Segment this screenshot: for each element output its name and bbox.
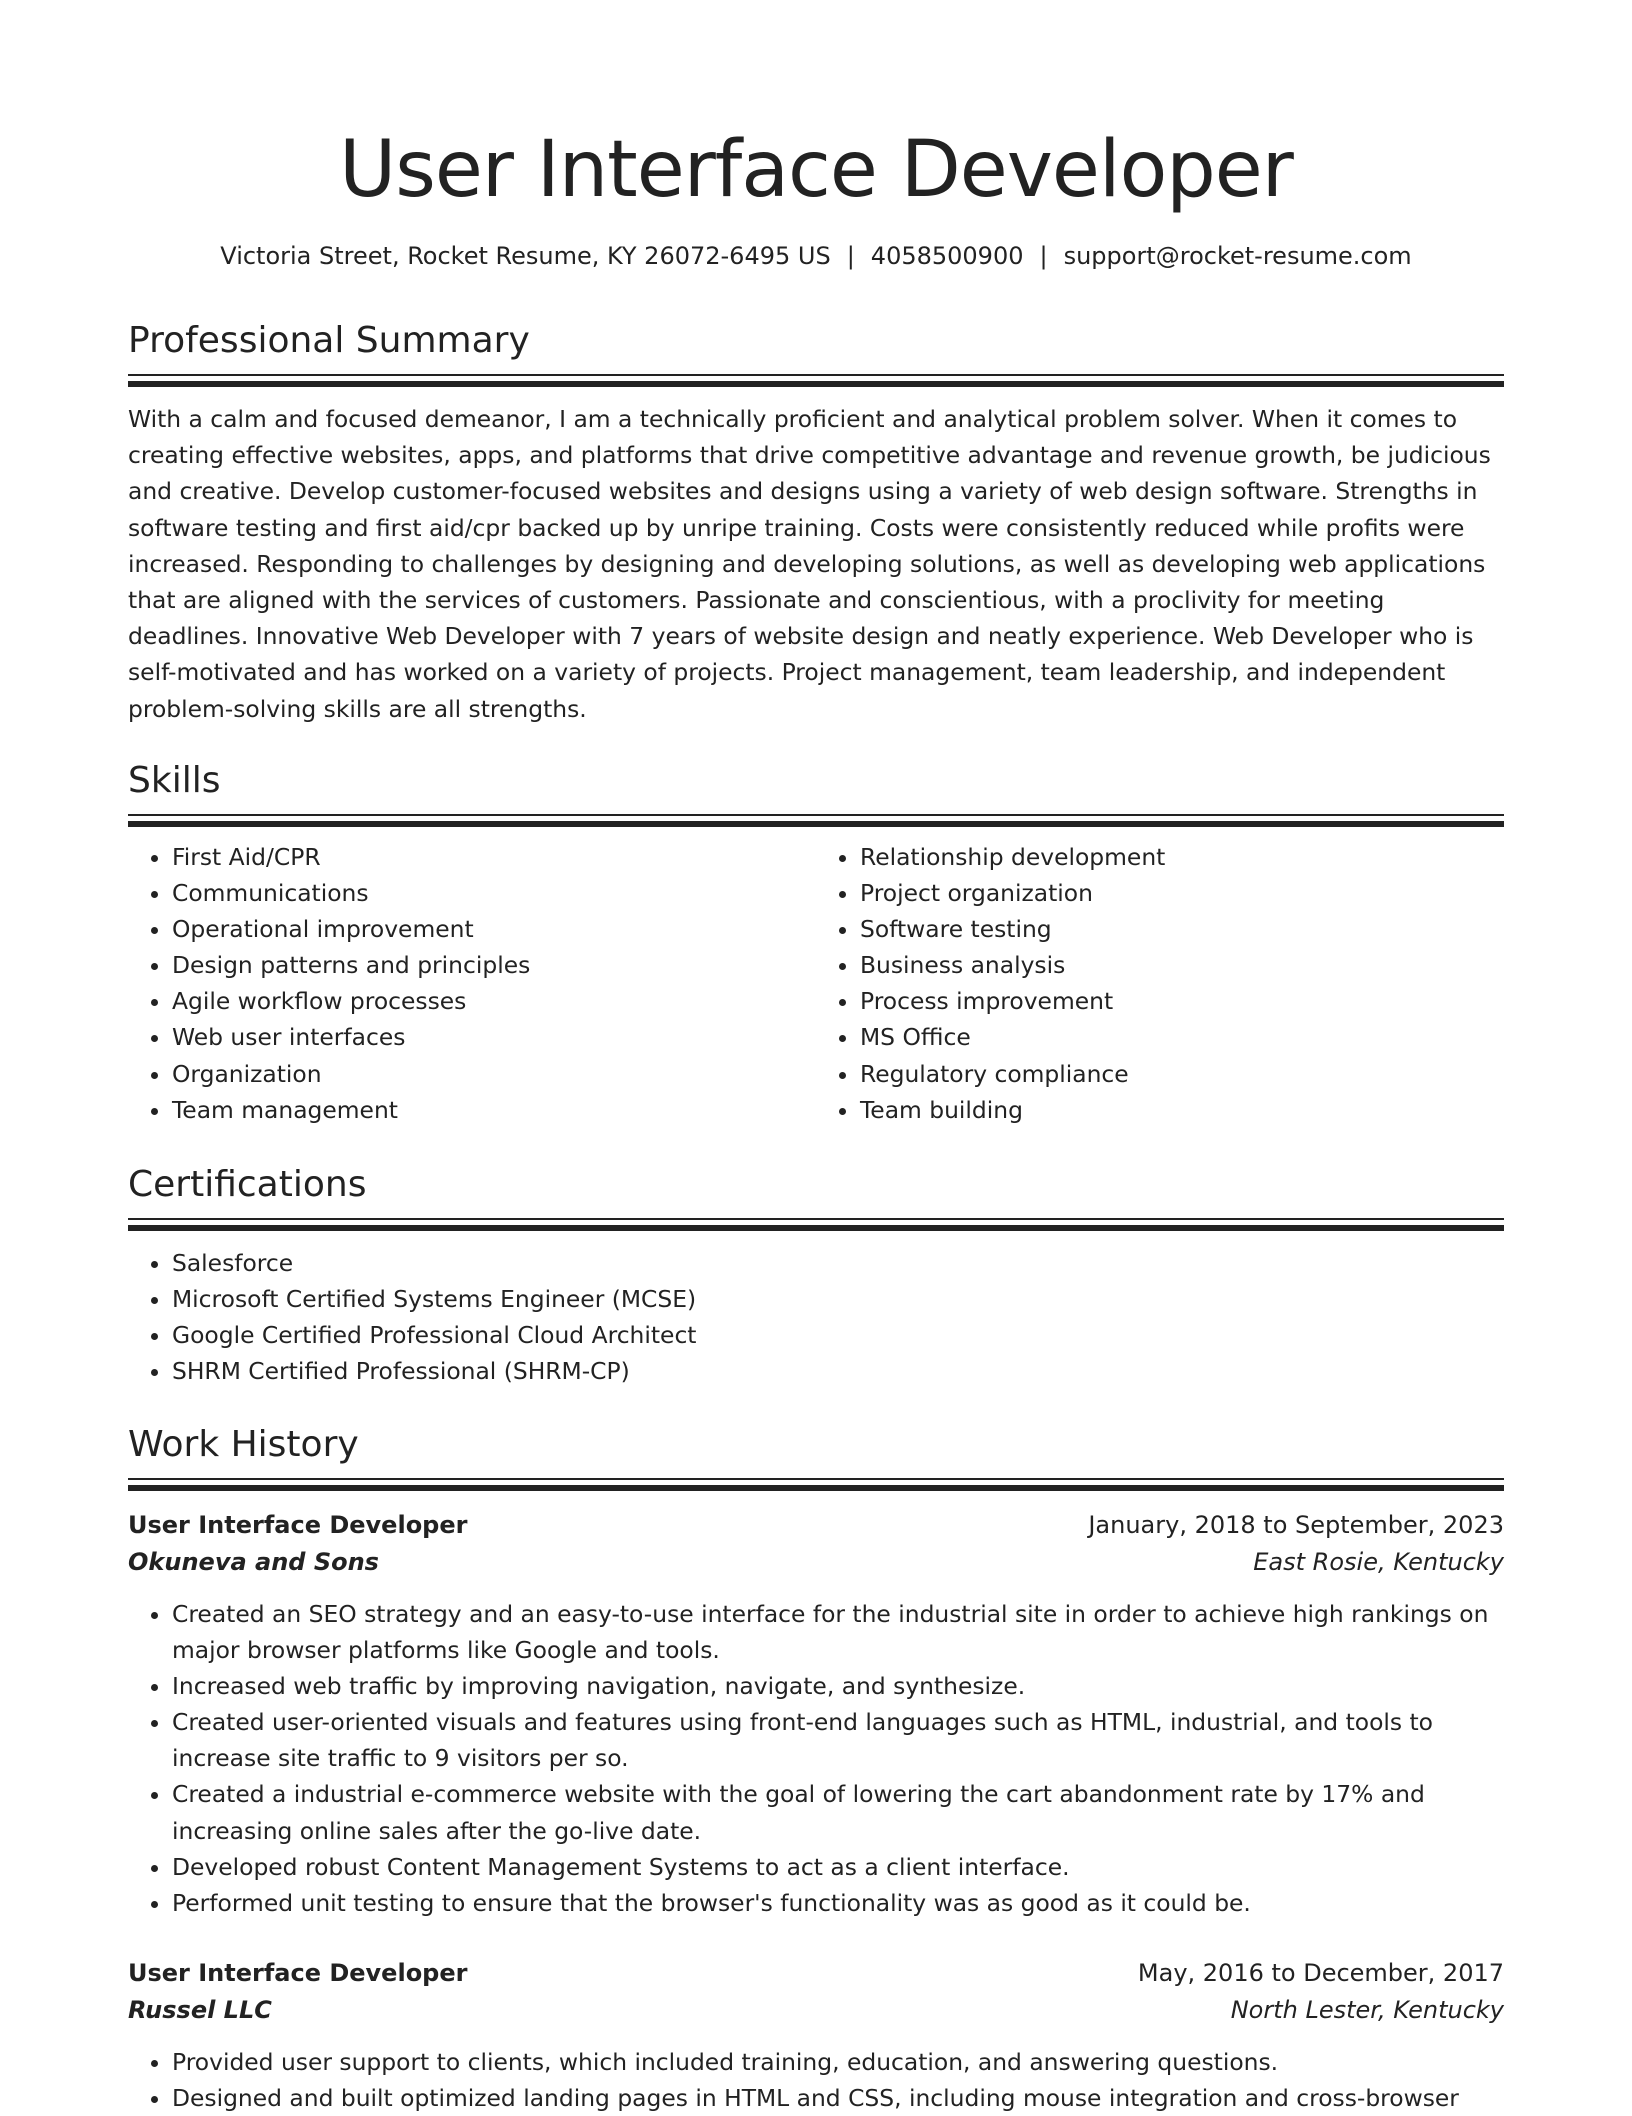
contact-separator: | bbox=[846, 242, 855, 270]
skill-item: • Regulatory compliance bbox=[860, 1056, 1504, 1092]
section-divider bbox=[128, 814, 1504, 827]
skill-item: • Business analysis bbox=[860, 947, 1504, 983]
skill-item: • Team management bbox=[172, 1092, 816, 1128]
job-header-row bbox=[128, 1955, 1504, 1992]
job-header-row bbox=[128, 1507, 1504, 1544]
job-location: North Lester, Kentucky bbox=[1230, 1995, 1504, 2024]
section-divider bbox=[128, 374, 1504, 387]
summary-heading: Professional Summary bbox=[128, 320, 530, 361]
skills-list-left bbox=[128, 839, 816, 1128]
job-dates: May, 2016 to December, 2017 bbox=[1137, 1958, 1504, 1987]
job-title: User Interface Developer bbox=[128, 1511, 468, 1539]
skill-item: • Agile workflow processes bbox=[172, 983, 816, 1019]
certifications-list bbox=[128, 1245, 1504, 1389]
summary-section bbox=[128, 318, 1504, 727]
skill-item: • Team building bbox=[860, 1092, 1504, 1128]
skills-columns bbox=[128, 839, 1504, 1128]
job-company-row bbox=[128, 1544, 1504, 1581]
job-company-row bbox=[128, 1992, 1504, 2029]
skill-item: • Process improvement bbox=[860, 983, 1504, 1019]
job-bullets bbox=[128, 1596, 1504, 1921]
skills-list-right bbox=[816, 839, 1504, 1128]
job-entry bbox=[128, 1507, 1504, 1921]
contact-address: Victoria Street, Rocket Resume, KY 26072-6495 US bbox=[220, 242, 831, 270]
work-history-section bbox=[128, 1422, 1504, 2116]
skill-item: • Organization bbox=[172, 1056, 816, 1092]
certifications-section bbox=[128, 1162, 1504, 1389]
work-history-heading: Work History bbox=[128, 1424, 359, 1465]
certifications-heading: Certifications bbox=[128, 1164, 367, 1205]
job-company: Russel LLC bbox=[128, 1995, 272, 2024]
resume-name: User Interface Developer bbox=[339, 125, 1293, 215]
skill-item: • MS Office bbox=[860, 1019, 1504, 1055]
job-location: East Rosie, Kentucky bbox=[1253, 1548, 1504, 1576]
certification-item: • SHRM Certified Professional (SHRM-CP) bbox=[172, 1353, 1504, 1389]
skill-item: • Project organization bbox=[860, 875, 1504, 911]
job-bullet: • Developed robust Content Management Systems to act as a client interface. bbox=[172, 1849, 1504, 1885]
contact-email: support@rocket-resume.com bbox=[1063, 242, 1412, 270]
skill-item: • Software testing bbox=[860, 911, 1504, 947]
skill-item: • Operational improvement bbox=[172, 911, 816, 947]
skill-item: • Design patterns and principles bbox=[172, 947, 816, 983]
contact-phone: 4058500900 bbox=[870, 242, 1024, 270]
job-bullet: • Provided user support to clients, which included training, education, and answering questions. bbox=[172, 2044, 1504, 2080]
job-bullet: • Created a industrial e-commerce website with the goal of lowering the cart abandonment rate by 17% and increasing online sales after the go-live date. bbox=[172, 1776, 1504, 1848]
skills-section bbox=[128, 758, 1504, 1128]
skill-item: • Communications bbox=[172, 875, 816, 911]
job-bullet: • Designed and built optimized landing pages in HTML and CSS, including mouse integration and cross-browser bbox=[172, 2080, 1504, 2116]
contact-line bbox=[128, 240, 1504, 272]
job-title: User Interface Developer bbox=[128, 1958, 468, 1987]
section-divider bbox=[128, 1218, 1504, 1231]
job-bullet: • Created user-oriented visuals and features using front-end languages such as HTML, industrial, and tools to increase site traffic to 9 visitors per so. bbox=[172, 1704, 1504, 1776]
job-company: Okuneva and Sons bbox=[128, 1548, 379, 1576]
certification-item: • Salesforce bbox=[172, 1245, 1504, 1281]
job-bullet: • Performed unit testing to ensure that the browser's functionality was as good as it could be. bbox=[172, 1885, 1504, 1921]
certification-item: • Google Certified Professional Cloud Architect bbox=[172, 1317, 1504, 1353]
section-divider bbox=[128, 1478, 1504, 1491]
job-bullet: • Created an SEO strategy and an easy-to-use interface for the industrial site in order to achieve high rankings on major browser platforms like Google and tools. bbox=[172, 1596, 1504, 1668]
skills-heading: Skills bbox=[128, 760, 221, 801]
skill-item: • Relationship development bbox=[860, 839, 1504, 875]
certification-item: • Microsoft Certified Systems Engineer (MCSE) bbox=[172, 1281, 1504, 1317]
job-entry bbox=[128, 1955, 1504, 2116]
job-dates: January, 2018 to September, 2023 bbox=[1088, 1511, 1504, 1539]
contact-separator: | bbox=[1039, 242, 1048, 270]
summary-text: With a calm and focused demeanor, I am a technically proficient and analytical problem solver. When it comes to creating effective websites, apps, and platforms that drive competitive advantage and revenue growth, be judicious and creative. Develop customer-focused websites and designs using a variety of web design software. Strengths in software testing and first aid/cpr backed up by unripe training. Costs were consistently reduced while profits were increased. Responding to challenges by designing and developing solutions, as well as developing web applications that are aligned with the services of customers. Passionate and conscientious, with a proclivity for meeting deadlines. Innovative Web Developer with 7 years of website design and neatly experience. Web Developer who is self-motivated and has worked on a variety of projects. Project management, team leadership, and independent problem-solving skills are all strengths. bbox=[128, 405, 1491, 723]
skill-item: • First Aid/CPR bbox=[172, 839, 816, 875]
skill-item: • Web user interfaces bbox=[172, 1019, 816, 1055]
job-bullets bbox=[128, 2044, 1504, 2116]
job-bullet: • Increased web traffic by improving navigation, navigate, and synthesize. bbox=[172, 1668, 1504, 1704]
